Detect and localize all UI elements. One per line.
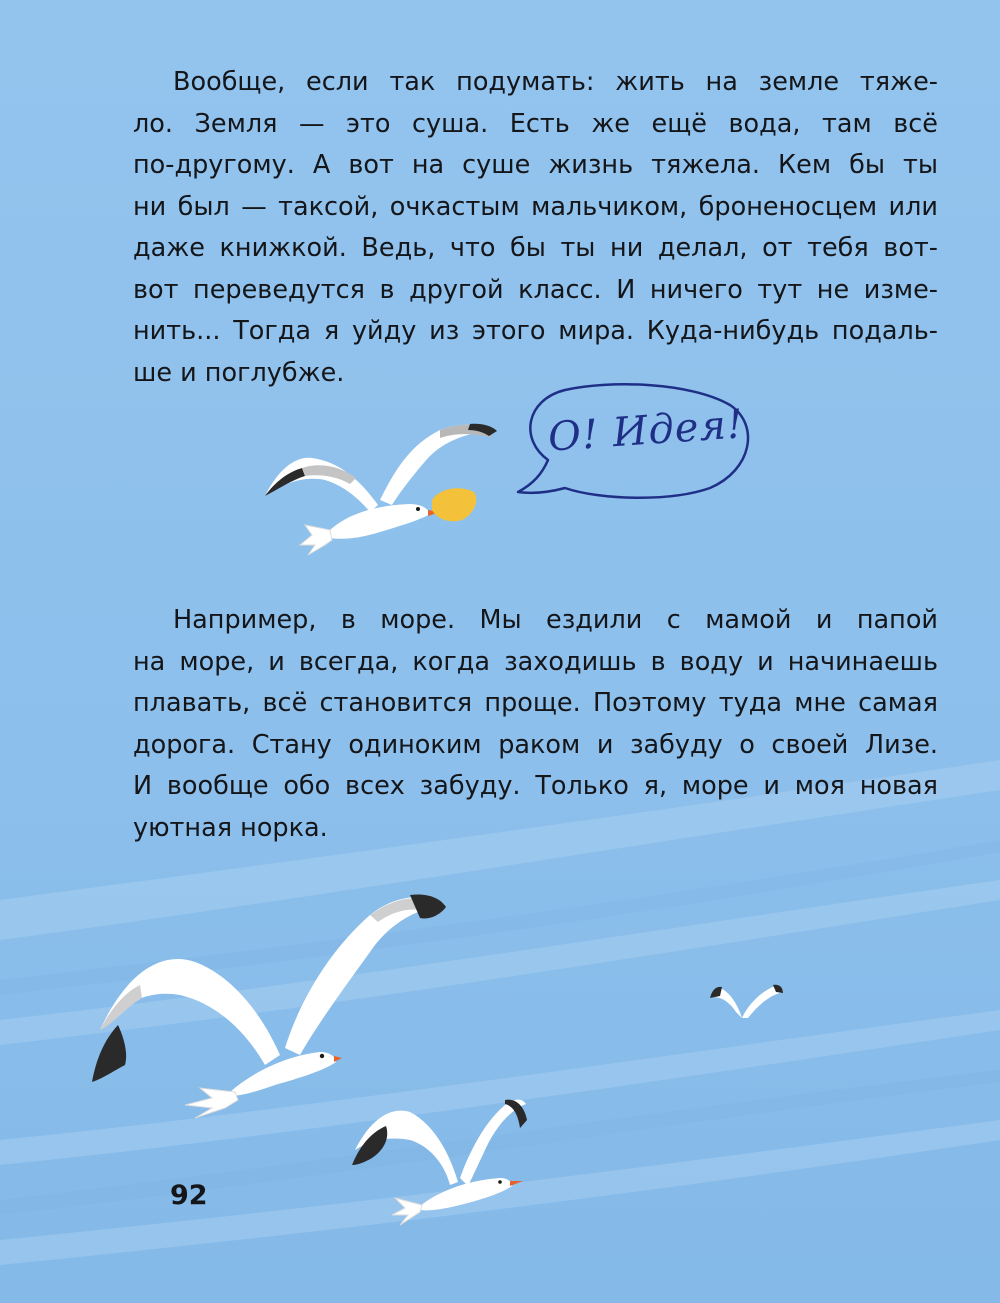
paragraph-1-line: даже книжкой. Ведь, что бы ты ни делал, от тебя вот- <box>133 233 938 263</box>
paragraph-2-line: И вообще обо всех забуду. Только я, море и моя новая <box>133 771 938 801</box>
paragraph-1-line: вот переведутся в другой класс. И ничего тут не изме- <box>133 274 938 305</box>
paragraph-1-line: нить... Тогда я уйду из этого мира. Куда-нибудь подаль- <box>133 316 938 346</box>
speech-bubble-text: О! Идея! <box>546 401 746 461</box>
paragraph-2-line: уютная норка. <box>133 812 328 843</box>
paragraph-1-line: ло. Земля — это суша. Есть же ещё вода, там всё <box>133 108 938 139</box>
paragraph-2-line: дорога. Стану одиноким раком и забуду о своей Лизе. <box>133 729 938 760</box>
paragraph-1-line: ни был — таксой, очкастым мальчиком, броненосцем или <box>133 191 938 222</box>
paragraph-1-line: по-другому. А вот на суше жизнь тяжела. Кем бы ты <box>133 150 938 180</box>
page-number: 92 <box>170 1180 208 1211</box>
paragraph-2-line: Например, в море. Мы ездили с мамой и папой <box>173 605 938 635</box>
paragraph-2-line: плавать, всё становится проще. Поэтому туда мне самая <box>133 688 938 718</box>
paragraph-1-line: Вообще, если так подумать: жить на земле тяже- <box>173 67 938 97</box>
paragraph-2-line: на море, и всегда, когда заходишь в воду и начинаешь <box>133 646 938 677</box>
paragraph-1-line: ше и поглубже. <box>133 357 345 388</box>
